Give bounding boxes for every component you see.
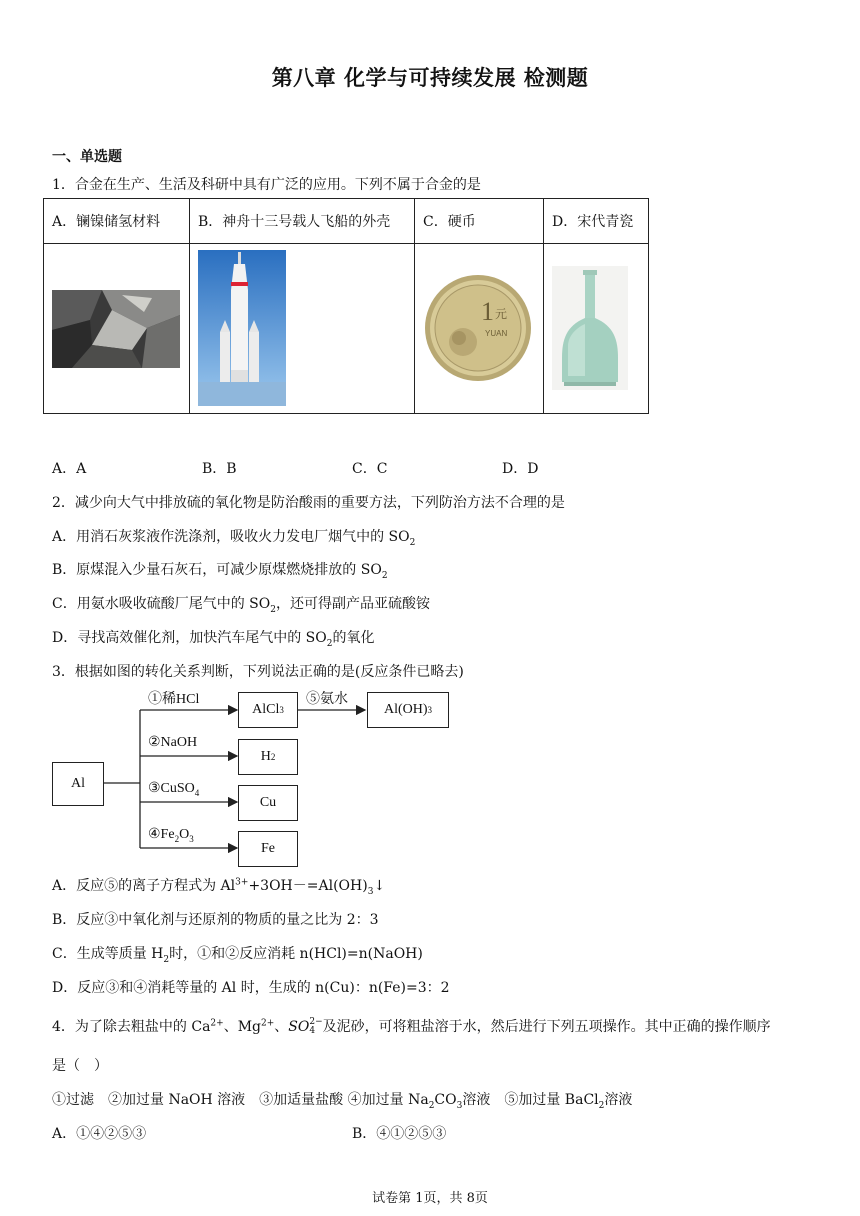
q1-image-cell-d: [544, 244, 649, 414]
q1-header-b: B．神舟十三号载人飞船的外壳: [190, 199, 415, 244]
q3-stem: 3．根据如图的转化关系判断，下列说法正确的是(反应条件已略去): [52, 664, 464, 680]
q3-option-c: C．生成等质量 $H_2$时，①和②反应消耗 n(HCl)=n(NaOH): [52, 946, 423, 965]
q2-stem: 2．减少向大气中排放硫的氧化物是防治酸雨的重要方法，下列防治方法不合理的是: [52, 495, 565, 511]
node-h2: H 2: [238, 739, 298, 775]
q4-stem-line1: 4．为了除去粗盐中的 $Ca^{2+}$、$Mg^{2+}$、SO 2− 4 及泥砂，可将粗盐溶于水，然后进行下列五项操作。其中正确的操作顺序: [52, 1017, 771, 1036]
coin-digit: 1: [481, 297, 494, 326]
q3-option-b: B．反应③中氧化剂与还原剂的物质的量之比为 2：3: [52, 912, 379, 928]
coin-yuan: YUAN: [485, 329, 508, 338]
q1-option-table: [43, 198, 649, 414]
q4-option-b: B．④①②⑤③: [352, 1126, 447, 1142]
q4-operations: ①过滤 ②加过量 NaOH 溶液 ③加适量盐酸 ④加过量 $Na_2CO_3$溶液 ⑤加过量 BaCl$_2$溶液: [52, 1092, 633, 1111]
q1-header-d: D．宋代青瓷: [544, 199, 649, 244]
node-al: Al: [52, 762, 104, 806]
celadon-vase-image: [552, 266, 628, 390]
coin-unit: 元: [495, 307, 508, 321]
nickel-lanthanum-rock-image: [52, 290, 180, 368]
q3-option-a: A．反应⑤的离子方程式为 $Al^{3+}+3OH-=Al(OH)_3↓$: [52, 877, 386, 897]
section-heading: 一、单选题: [52, 149, 122, 165]
q2-option-a: A．用消石灰浆液作洗涤剂，吸收火力发电厂烟气中的 $SO_2$: [52, 529, 416, 548]
coin-image: [423, 272, 533, 384]
q1-image-cell-c: [415, 244, 544, 414]
q1-image-cell-a: [44, 244, 190, 414]
q1-option-a: A．A: [52, 461, 87, 477]
q2-option-d: D．寻找高效催化剂，加快汽车尾气中的 $SO_2$的氧化: [52, 630, 375, 649]
node-fe: Fe: [238, 831, 298, 867]
node-alcl3: AlCl 3: [238, 692, 298, 728]
q2-option-c: C．用氨水吸收硫酸厂尾气中的 $SO_2$，还可得副产品亚硫酸铵: [52, 596, 430, 615]
reagent-5: ⑤氨水: [306, 692, 348, 707]
reagent-2: ②NaOH: [148, 735, 198, 750]
q3-reaction-diagram: [50, 684, 470, 868]
q1-header-c: C．硬币: [415, 199, 544, 244]
reagent-4: $④Fe_2O_3$: [148, 827, 194, 844]
node-cu: Cu: [238, 785, 298, 821]
q1-image-cell-b: [190, 244, 415, 414]
q2-option-b: B．原煤混入少量石灰石，可减少原煤燃烧排放的 $SO_2$: [52, 562, 388, 581]
reagent-3: ③CuSO$_4$: [148, 781, 200, 798]
q1-option-d: D．D: [502, 461, 539, 477]
reagent-1: ①稀HCl: [148, 692, 200, 707]
q1-header-a: A．镧镍储氢材料: [44, 199, 190, 244]
node-aloh3: Al(OH) 3: [367, 692, 449, 728]
q1-stem: 1．合金在生产、生活及科研中具有广泛的应用。下列不属于合金的是: [52, 177, 481, 193]
q4-option-a: A．①④②⑤③: [52, 1126, 147, 1142]
q3-option-d: D．反应③和④消耗等量的 Al 时，生成的 n(Cu)：n(Fe)=3：2: [52, 980, 450, 996]
page-title: 第八章 化学与可持续发展 检测题: [271, 66, 589, 90]
q1-option-c: C．C: [352, 461, 388, 477]
q1-option-b: B．B: [202, 461, 237, 477]
rocket-image: [198, 250, 286, 406]
page-footer: 试卷第 1页，共 8页: [372, 1191, 488, 1206]
q4-stem-line2: 是（ ）: [52, 1058, 108, 1074]
